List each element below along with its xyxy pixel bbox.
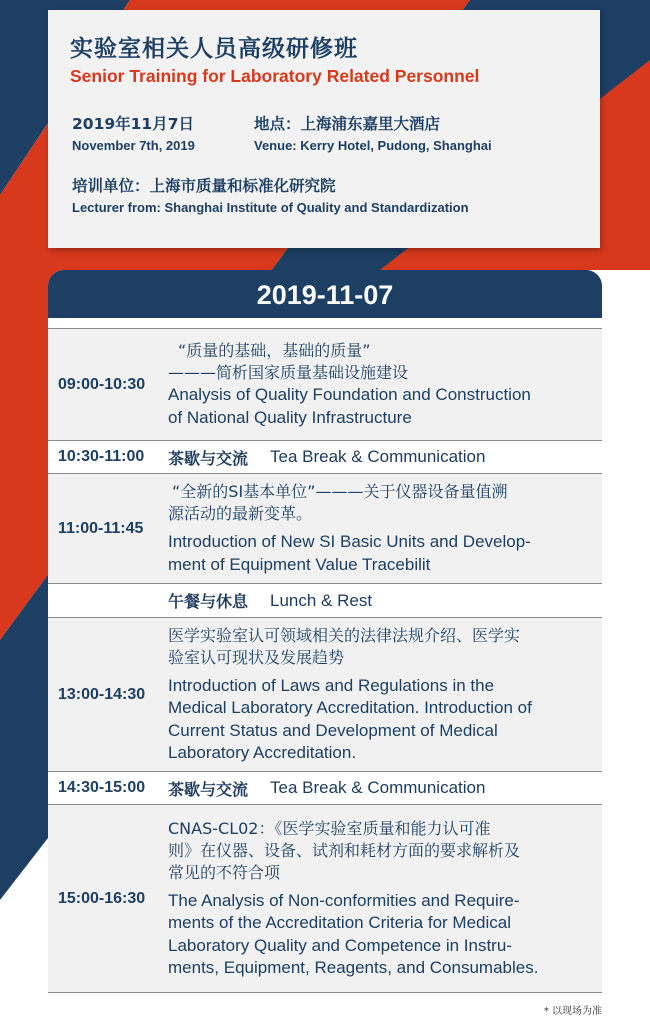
session-title-cn: 验室认可现状及发展趋势 <box>168 647 345 667</box>
schedule-row <box>48 618 602 772</box>
session-title-cn: CNAS-CL02：《医学实验室质量和能力认可准 <box>168 818 491 838</box>
lunch-label-cn: 午餐与休息 <box>168 592 249 611</box>
schedule-row <box>48 474 602 584</box>
lecturer-english: Lecturer from: Shanghai Institute of Quality and Standardization <box>72 200 469 215</box>
session-time: 15:00-16:30 <box>58 889 146 907</box>
schedule-table <box>48 328 602 993</box>
session-content <box>168 818 602 980</box>
schedule-row <box>48 584 602 618</box>
date-english: November 7th, 2019 <box>72 138 195 153</box>
schedule-row <box>48 772 602 805</box>
schedule-row <box>48 441 602 474</box>
schedule-date-bar: 2019-11-07 <box>48 270 602 318</box>
session-title-en: ments of the Accreditation Criteria for Medical <box>168 913 511 932</box>
lunch-label-en: Lunch & Rest <box>270 590 373 610</box>
session-title-cn: “质量的基础，基础的质量” <box>178 341 371 360</box>
venue-english: Venue: Kerry Hotel, Pudong, Shanghai <box>254 138 492 153</box>
session-content <box>168 481 602 576</box>
title-english: Senior Training for Laboratory Related Personnel <box>70 66 480 86</box>
lunch-label <box>168 589 372 612</box>
schedule-row <box>48 329 602 441</box>
break-label-en: Tea Break & Communication <box>270 778 486 797</box>
session-title-en: The Analysis of Non-conformities and Require- <box>168 890 520 910</box>
session-title-en: Laboratory Quality and Competence in Instru- <box>168 935 512 955</box>
session-content <box>168 340 602 429</box>
session-title-en: Medical Laboratory Accreditation. Introduction of <box>168 698 532 717</box>
session-content <box>168 625 602 765</box>
footnote: * 以现场为准 <box>543 1006 602 1017</box>
session-time: 09:00-10:30 <box>58 375 146 393</box>
session-time: 14:30-15:00 <box>58 779 146 796</box>
session-time: 13:00-14:30 <box>58 685 146 703</box>
session-title-en: Laboratory Accreditation. <box>168 743 357 762</box>
lecturer-info <box>72 174 469 215</box>
session-title-en: ment of Equipment Value Tracebilit <box>168 554 431 574</box>
session-title-en: Introduction of New SI Basic Units and Develop- <box>168 532 531 551</box>
session-title-en: of National Quality Infrastructure <box>168 407 412 427</box>
lecturer-chinese: 培训单位：上海市质量和标准化研究院 <box>72 177 336 195</box>
break-label <box>168 777 485 800</box>
schedule-row <box>48 805 602 993</box>
session-title-en: ments, Equipment, Reagents, and Consumables. <box>168 958 539 977</box>
break-label-cn: 茶歇与交流 <box>168 779 249 799</box>
session-title-en: Introduction of Laws and Regulations in the <box>168 675 495 695</box>
break-label-cn: 茶歇与交流 <box>168 448 249 468</box>
session-time: 10:30-11:00 <box>58 448 145 465</box>
break-label-en: Tea Break & Communication <box>270 447 486 466</box>
schedule-panel <box>48 270 602 993</box>
session-time: 11:00-11:45 <box>58 519 144 537</box>
date-info <box>72 112 195 153</box>
session-title-cn: ———简析国家质量基础设施建设 <box>168 363 409 382</box>
title-chinese: 实验室相关人员高级研修班 <box>70 36 358 62</box>
session-title-cn: 医学实验室认可领域相关的法律法规介绍、医学实 <box>168 625 521 645</box>
session-title-cn: “全新的SI基本单位”———关于仪器设备量值溯 <box>172 482 508 501</box>
session-title-cn: 源活动的最新变革。 <box>168 504 313 523</box>
break-label <box>168 446 485 469</box>
date-chinese: 2019年11月7日 <box>72 115 194 133</box>
session-title-en: Current Status and Development of Medical <box>168 720 498 740</box>
session-title-en: Analysis of Quality Foundation and Construction <box>168 385 531 404</box>
venue-info <box>254 112 492 153</box>
venue-chinese: 地点：上海浦东嘉里大酒店 <box>254 115 441 133</box>
session-title-cn: 则》在仪器、设备、试剂和耗材方面的要求解析及 <box>168 840 521 860</box>
session-title-cn: 常见的不符合项 <box>168 862 281 882</box>
